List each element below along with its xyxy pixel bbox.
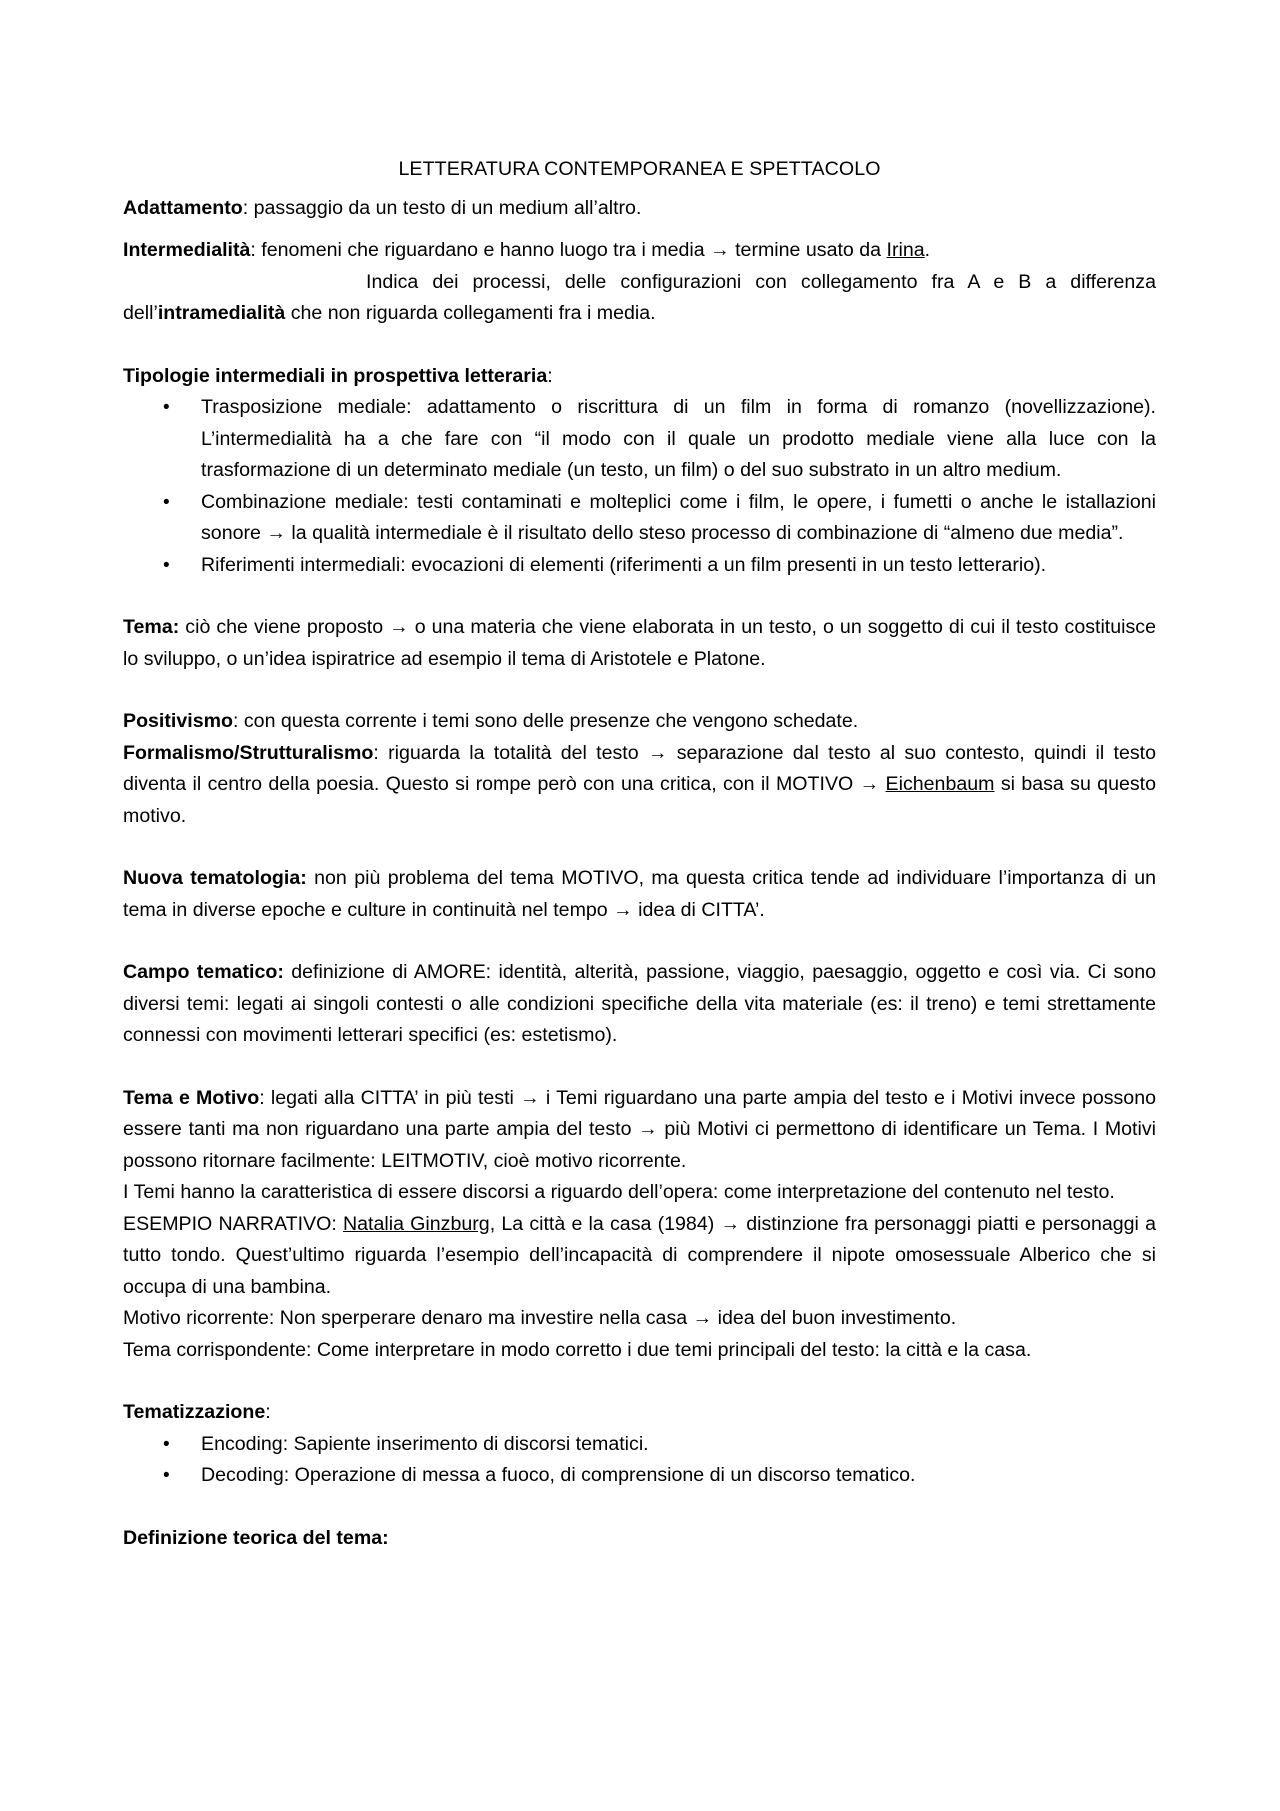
term-tema-motivo: Tema e Motivo <box>123 1086 260 1109</box>
term-nuova-tematologia: Nuova tematologia: <box>123 867 307 889</box>
term-tipologie: Tipologie intermediali in prospettiva letteraria <box>123 364 548 387</box>
bullet-icon: • <box>163 1433 170 1455</box>
section-tema-motivo <box>123 1083 1156 1367</box>
list-item-text: Trasposizione mediale: adattamento o riscrittura di un film in forma di romanzo (novellizzazione). L’intermedialità ha a che fare con “il modo con il quale un prodotto mediale viene alla luce con la trasformazione di un determinato mediale (un testo, un film) o del suo substrato in un altro medium. <box>201 396 1156 481</box>
list-item <box>123 1429 1156 1461</box>
list-item <box>123 392 1156 487</box>
section-tematizzazione <box>123 1397 1156 1492</box>
bullet-icon: • <box>163 1465 170 1486</box>
term-adattamento: Adattamento <box>123 196 243 219</box>
page-title: LETTERATURA CONTEMPORANEA E SPETTACOLO <box>398 158 881 180</box>
paragraph-tema-motivo <box>123 1083 1156 1178</box>
text-tema-motivo: : legati alla CITTA’ in più testi → i Temi riguardano una parte ampia del testo e i Motivi invece possono essere tanti ma non riguardano una parte ampia del testo → più Motivi ci permettono di identificare un Tema. I Motivi possono ritornare facilmente: LEITMOTIV, cioè motivo ricorrente. <box>123 1086 1157 1172</box>
text-positivismo: : con questa corrente i temi sono delle presenze che vengono schedate. <box>232 710 859 732</box>
term-tematizzazione: Tematizzazione <box>123 1401 266 1423</box>
paragraph-campo-tematico <box>123 957 1156 1052</box>
heading-tematizzazione <box>123 1397 1156 1429</box>
paragraph-tema-corrispondente: Tema corrispondente: Come interpretare in modo corretto i due temi principali del testo: la città e la casa. <box>123 1338 1032 1361</box>
colon: : <box>547 364 553 387</box>
intermedialita-line3 <box>123 298 1156 330</box>
list-tipologie <box>123 392 1156 581</box>
term-positivismo: Positivismo <box>123 710 233 732</box>
bullet-icon: • <box>163 491 170 513</box>
term-formalismo: Formalismo/Strutturalismo <box>123 741 374 764</box>
paragraph-formalismo <box>123 738 1156 833</box>
list-item <box>123 487 1156 550</box>
list-item-text: Combinazione mediale: testi contaminati e molteplici come i film, le opere, i fumetti o anche le istallazioni sonore → la qualità intermediale è il risultato dello steso processo di combinazione di “almeno due media”. <box>201 490 1156 544</box>
term-intramedialita: intramedialità <box>157 302 286 324</box>
text-esempio: , La città e la casa (1984) → distinzione fra personaggi piatti e personaggi a tutto tondo. Quest’ultimo riguarda l’esempio dell’incapacità di comprendere il nipote omosessuale Alberico che si occupa di una bambina. <box>123 1212 1156 1298</box>
list-item-text: Riferimenti intermediali: evocazioni di elementi (riferimenti a un film presenti in un testo letterario). <box>201 553 1047 576</box>
intermedialita-line2: Indica dei processi, delle configurazioni con collegamento fra A e B a differenza <box>366 270 1156 293</box>
heading-definizione <box>123 1523 1156 1555</box>
text-dell: dell’ <box>123 302 158 324</box>
paragraph-temi: I Temi hanno la caratteristica di essere discorsi a riguardo dell’opera: come interpretazione del contenuto nel testo. <box>123 1181 1115 1203</box>
bullet-icon: • <box>163 397 170 418</box>
heading-tipologie <box>123 361 1156 393</box>
text-adattamento: : passaggio da un testo di un medium all’altro. <box>242 196 642 219</box>
bullet-icon: • <box>163 554 170 576</box>
paragraph-tema <box>123 612 1156 675</box>
text-formalismo-end: si basa su questo motivo. <box>123 773 1157 827</box>
text-nuova-tematologia: non più problema del tema MOTIVO, ma questa critica tende ad individuare l’importanza di un tema in diverse epoche e culture in continuità nel tempo → idea di CITTA’. <box>123 867 1156 921</box>
paragraph-motivo-ricorrente: Motivo ricorrente: Non sperperare denaro ma investire nella casa → idea del buon investimento. <box>123 1307 957 1329</box>
link-natalia-ginzburg: Natalia Ginzburg <box>342 1212 490 1235</box>
list-item <box>123 550 1156 582</box>
text-esempio-label: ESEMPIO NARRATIVO: <box>123 1212 343 1235</box>
colon: : <box>265 1401 271 1423</box>
link-eichenbaum: Eichenbaum <box>885 773 995 795</box>
paragraph-adattamento <box>123 193 1156 225</box>
section-tipologie <box>123 361 1156 582</box>
paragraph-nuova-tematologia <box>123 863 1156 926</box>
term-definizione: Definizione teorica del tema: <box>123 1526 389 1549</box>
link-irina: Irina <box>886 239 925 261</box>
list-item <box>123 1460 1156 1492</box>
term-intermedialita: Intermedialità <box>123 239 251 261</box>
paragraph-intermedialita <box>123 235 1156 267</box>
text-tema: ciò che viene proposto → o una materia che viene elaborata in un testo, o un soggetto di cui il testo costituisce lo sviluppo, o un’idea ispiratrice ad esempio il tema di Aristotele e Platone. <box>123 616 1156 670</box>
section-intermedialita <box>123 235 1156 330</box>
term-campo-tematico: Campo tematico: <box>123 961 284 983</box>
text-intermedialita: : fenomeni che riguardano e hanno luogo tra i media → termine usato da <box>250 239 887 261</box>
list-tematizzazione <box>123 1429 1156 1492</box>
paragraph-positivismo <box>123 706 1156 738</box>
paragraph-esempio <box>123 1209 1156 1304</box>
term-tema: Tema: <box>123 616 180 638</box>
text-intramedialita: che non riguarda collegamenti fra i media. <box>285 302 656 324</box>
list-item-text: Decoding: Operazione di messa a fuoco, di comprensione di un discorso tematico. <box>201 1464 916 1486</box>
text-formalismo: : riguarda la totalità del testo → separazione dal testo al suo contesto, quindi il testo diventa il centro della poesia. Questo si rompe però con una critica, con il MOTIVO → <box>123 741 1156 795</box>
text-intermedialita-end: . <box>924 239 931 261</box>
text-campo-tematico: definizione di AMORE: identità, alterità, passione, viaggio, paesaggio, oggetto e così via. Ci sono diversi temi: legati ai singoli contesti o alle condizioni specifiche della vita materiale (es: il treno) e temi strettamente connessi con movimenti letterari specifici (es: estetismo). <box>123 961 1156 1046</box>
list-item-text: Encoding: Sapiente inserimento di discorsi tematici. <box>201 1432 649 1455</box>
section-positivismo <box>123 706 1156 832</box>
